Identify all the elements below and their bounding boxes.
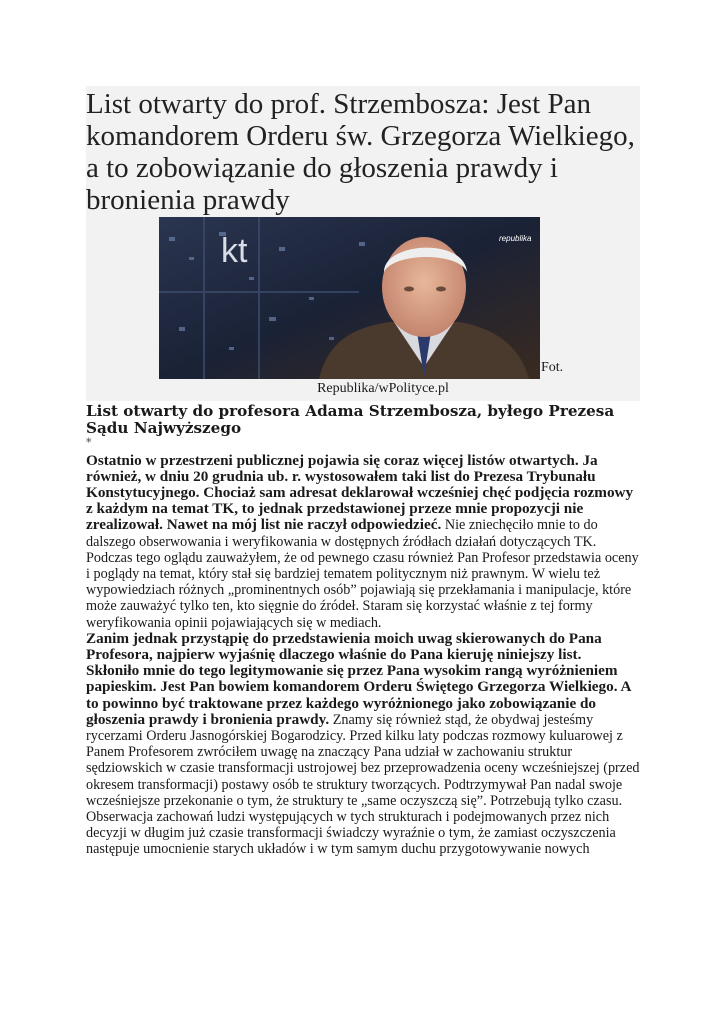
paragraph-3 — [86, 663, 640, 857]
paragraph-3-bold: Skłoniło mnie do tego legitymowanie się przez Pana wysokim rangą wyróżnieniem papieskim. Jest Pan bowiem komandorem Orderu Świętego Grzegorza Wielkiego. A to powinno być traktowane przez każdego wyróżnionego jako zobowiązanie do głoszenia prawdy i bronienia prawdy. — [86, 662, 631, 728]
paragraph-2-bold: Zanim jednak przystąpię do przedstawienia moich uwag skierowanych do Pana Profesora, najpierw wyjaśnię dlaczego właśnie do Pana kieruję niniejszy list. — [86, 629, 602, 664]
photo-caption-prefix: Fot. — [541, 360, 564, 375]
header-block — [86, 86, 640, 401]
paragraph-1 — [86, 453, 640, 631]
article-title: List otwarty do prof. Strzembosza: Jest Pan komandorem Orderu św. Grzegorza Wielkiego, a to zobowiązanie do głoszenia prawdy i bronienia prawdy — [86, 88, 635, 216]
photo-caption-source: Republika/wPolityce.pl — [317, 381, 449, 396]
article — [86, 86, 640, 858]
article-body — [86, 453, 640, 858]
paragraph-1-text: Nie zniechęciło mnie to do dalszego obserwowania i weryfikowania w dostępnych źródłach działań dotyczących TK. Podczas tego oglądu zauważyłem, że od pewnego czasu również Pan Profesor przedstawia oceny i poglądy na temat, który stał się bardziej tematem politycznym niż prawnym. W wielu też wypowiedziach różnych „prominentnych osób” pojawiają się przekłamania i manipulacje, które może zauważyć tylko ten, kto sięgnie do źródeł. Staram się korzystać właśnie z tej formy weryfikowania opinii pojawiających się w mediach. — [86, 517, 639, 631]
paragraph-2 — [86, 631, 640, 663]
article-photo — [159, 217, 540, 379]
paragraph-1-bold: Ostatnio w przestrzeni publicznej pojawia się coraz więcej listów otwartych. Ja również, w dniu 20 grudnia ub. r. wystosowałem taki list do Prezesa Trybunału Konstytucyjnego. Chociaż sam adresat deklarował wcześniej chęć podjęcia rozmowy z każdym na temat TK, to jednak przedstawionej przeze mnie propozycji nie zrealizował. Nawet na mój list nie raczył odpowiedzieć. — [86, 451, 634, 534]
photo-row — [86, 217, 640, 379]
separator: * — [86, 435, 92, 449]
studio-letters: kt — [221, 232, 248, 270]
paragraph-3-text: Znamy się również stąd, że obydwaj jesteśmy rycerzami Orderu Jasnogórskiej Bogarodzicy. Przed kilku laty podczas rozmowy kuluarowej z Panem Profesorem zwróciłem uwagę na znaczący Pana udział w zachowaniu struktur sędziowskich w czasie transformacji ustrojowej bez przeprowadzenia oceny wcześniejszej (przed okresem transformacji) postawy osób te struktury tworzących. Podtrzymywał Pan nadal swoje wcześniejsze przekonanie o tym, że struktury te „same oczyszczą się”. Potrzebują tylko czasu. Obserwacja zachowań ludzi występujących w tych strukturach i podejmowanych przez nich decyzji w długim już czasie transformacji świadczy wyraźnie o tym, że zamiast oczyszczenia następuje umocnienie starych układów i w tym samym duchu przygotowywanie nowych — [86, 711, 640, 858]
lead-heading: List otwarty do profesora Adama Strzembosza, byłego Prezesa Sądu Najwyższego — [86, 402, 615, 437]
logo-text: republika — [499, 234, 532, 243]
